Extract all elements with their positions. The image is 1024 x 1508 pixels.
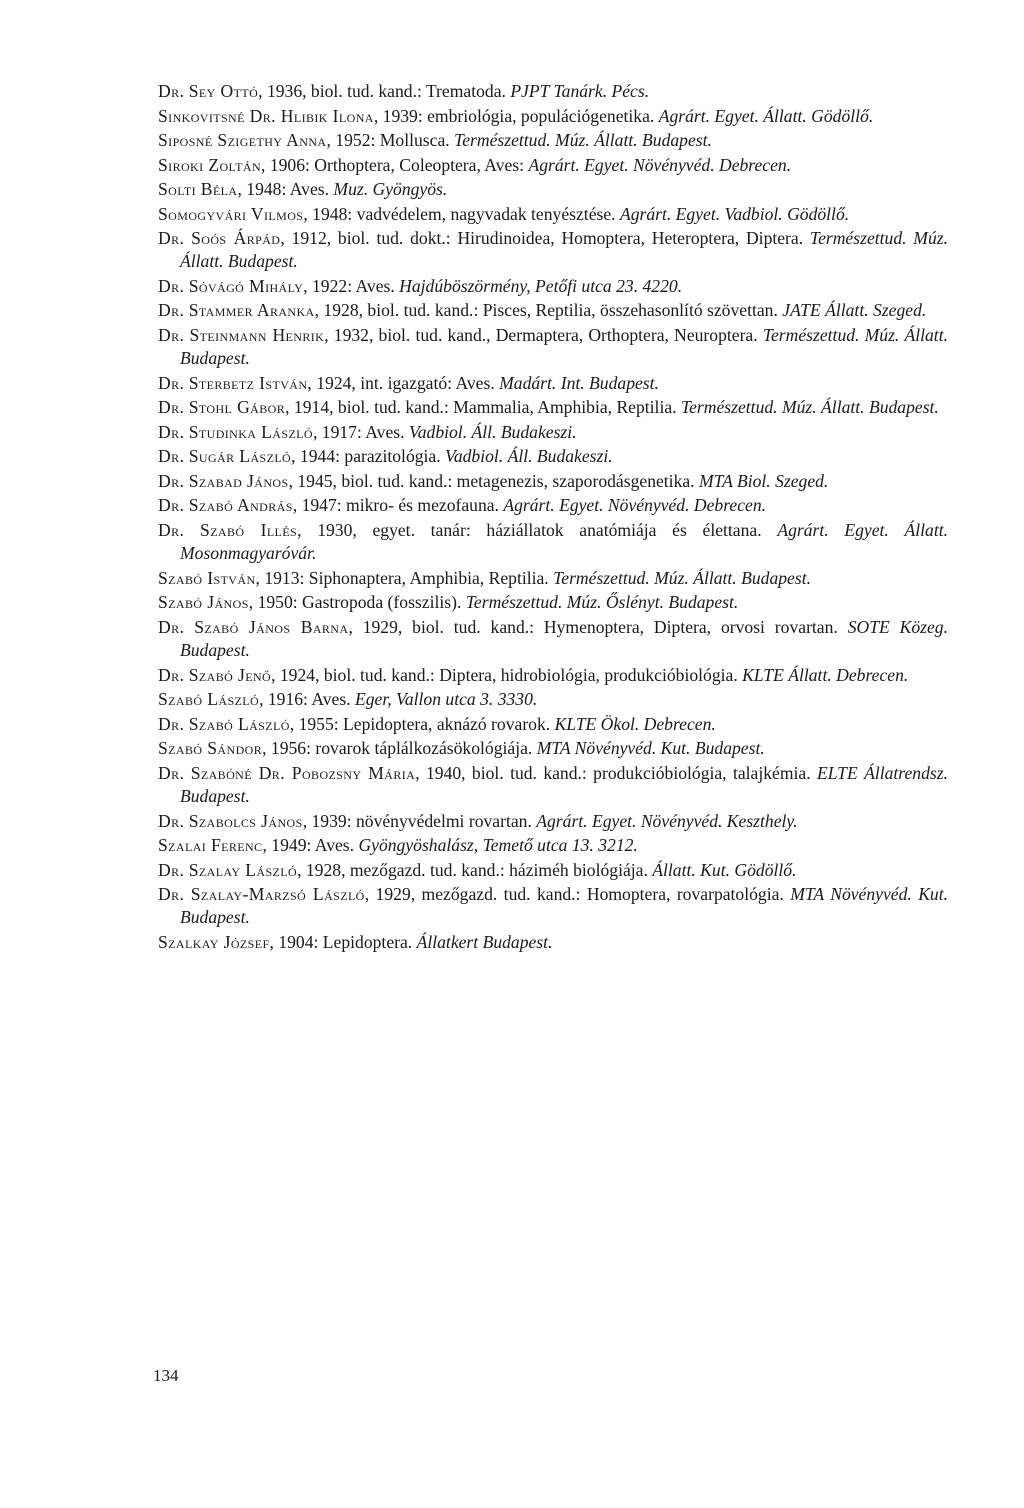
- entry-institution: Gyöngyöshalász, Temető utca 13. 3212.: [358, 835, 638, 856]
- entry-institution: Természettud. Múz. Állatt. Budapest.: [680, 397, 939, 418]
- entry-name: Sugár László: [188, 446, 292, 467]
- directory-entry: [158, 80, 948, 103]
- entry-info: , 1930, egyet. tanár: háziállatok anatómiája és élettana.: [297, 519, 778, 540]
- directory-entry: [158, 859, 948, 882]
- entry-info: , 1906: Orthoptera, Coleoptera, Aves:: [261, 154, 529, 175]
- directory-entry: [158, 567, 948, 590]
- entry-info: , 1948: Aves.: [237, 179, 334, 199]
- entry-institution: Madárt. Int. Budapest.: [499, 372, 659, 393]
- entry-prefix: Dr.: [158, 397, 185, 418]
- entry-info: , 1924, biol. tud. kand.: Diptera, hidrobiológia, produkcióbiológia.: [271, 664, 743, 685]
- entry-prefix: Dr.: [158, 713, 185, 734]
- entry-institution: Vadbiol. Áll. Budakeszi.: [408, 421, 577, 442]
- entry-institution: ELTE Állatrendsz. Budapest.: [180, 762, 948, 807]
- entry-info: , 1950: Gastropoda (fosszilis).: [248, 592, 466, 613]
- entry-name: Siposné Szigethy Anna: [158, 130, 327, 150]
- entry-info: , 1913: Siphonaptera, Amphibia, Reptilia.: [255, 567, 554, 588]
- entry-info: , 1944: parazitológia.: [291, 446, 446, 467]
- entry-name: Szabó László: [188, 713, 290, 734]
- entry-name: Szalai Ferenc: [158, 835, 263, 856]
- entry-name: Szalay László: [188, 859, 298, 880]
- entry-name: Szalkay József: [158, 931, 270, 952]
- entry-prefix: Dr.: [158, 495, 185, 516]
- directory-entry: [158, 591, 948, 614]
- entry-prefix: Dr.: [158, 664, 185, 685]
- entry-institution: Hajdúböszörmény, Petőfi utca 23. 4220.: [399, 275, 683, 296]
- entry-institution: Természettud. Múz. Állatt. Budapest.: [180, 324, 948, 369]
- entry-name: Sterbetz István: [188, 372, 308, 393]
- entry-name: Szabóné Dr. Pobozsny Mária: [190, 762, 416, 783]
- entry-institution: Állatt. Kut. Gödöllő.: [652, 859, 797, 880]
- directory-entry: [158, 931, 948, 954]
- entry-prefix: Dr.: [158, 884, 185, 905]
- directory-entry: [158, 713, 948, 736]
- entry-prefix: Dr.: [158, 228, 185, 248]
- directory-entry: [158, 324, 948, 371]
- directory-entry: [158, 227, 948, 274]
- entry-prefix: Dr.: [158, 324, 185, 345]
- entry-info: , 1945, biol. tud. kand.: metagenezis, szaporodásgenetika.: [288, 470, 699, 491]
- entry-name: Stammer Aranka: [188, 300, 315, 321]
- entry-prefix: Dr.: [158, 81, 185, 101]
- directory-entry: [158, 299, 948, 322]
- directory-entry: [158, 154, 948, 177]
- entry-name: Steinmann Henrik: [189, 324, 325, 345]
- entry-name: Szabó Illés: [200, 519, 298, 540]
- entry-institution: Agrárt. Egyet. Növényvéd. Keszthely.: [536, 810, 798, 831]
- entry-info: , 1955: Lepidoptera, aknázó rovarok.: [289, 713, 555, 734]
- entry-info: , 1948: vadvédelem, nagyvadak tenyésztése.: [303, 203, 620, 224]
- entry-info: , 1939: növényvédelmi rovartan.: [302, 810, 537, 831]
- entry-institution: Természettud. Múz. Állatt. Budapest.: [553, 567, 811, 588]
- entry-name: Szabolcs János: [188, 810, 303, 831]
- entry-info: , 1928, biol. tud. kand.: Pisces, Reptilia, összehasonlító szövettan.: [314, 300, 783, 321]
- entry-info: , 1956: rovarok táplálkozásökológiája.: [262, 738, 537, 759]
- directory-entry: [158, 616, 948, 663]
- directory-entry: [158, 470, 948, 493]
- entry-institution: Agrárt. Egyet. Növényvéd. Debrecen.: [503, 495, 767, 516]
- entry-institution: Természettud. Múz. Állatt. Budapest.: [180, 228, 948, 272]
- directory-entry: [158, 883, 948, 930]
- entry-institution: Agrárt. Egyet. Állatt. Mosonmagyaróvár.: [180, 519, 948, 564]
- page-number: 134: [153, 1366, 179, 1385]
- entry-info: , 1917: Aves.: [312, 421, 409, 442]
- entry-prefix: Dr.: [158, 810, 185, 831]
- entry-name: Szabó Sándor: [158, 738, 263, 759]
- entry-info: , 1939: embriológia, populációgenetika.: [373, 105, 659, 126]
- entry-name: Szabó András: [188, 495, 293, 516]
- entry-institution: Vadbiol. Áll. Budakeszi.: [445, 446, 613, 467]
- entry-prefix: Dr.: [158, 859, 185, 880]
- entry-institution: JATE Állatt. Szeged.: [782, 300, 927, 321]
- entry-info: , 1936, biol. tud. kand.: Trematoda.: [258, 81, 511, 101]
- entry-name: Szabó János: [158, 592, 249, 613]
- entry-prefix: Dr.: [158, 421, 185, 442]
- entry-prefix: Dr.: [158, 616, 185, 637]
- directory-entry: [158, 421, 948, 444]
- entry-info: , 1940, biol. tud. kand.: produkcióbiológia, talajkémia.: [415, 762, 817, 783]
- entry-prefix: Dr.: [158, 470, 185, 491]
- directory-entry: [158, 519, 948, 566]
- entry-institution: Agrárt. Egyet. Növényvéd. Debrecen.: [528, 154, 792, 175]
- directory-entry: [158, 834, 948, 857]
- entry-institution: MTA Növényvéd. Kut. Budapest.: [536, 738, 765, 759]
- entry-prefix: Dr.: [158, 446, 185, 467]
- entry-name: Soós Árpád: [191, 228, 281, 248]
- entry-info: , 1924, int. igazgató: Aves.: [307, 372, 500, 393]
- entry-info: , 1949: Aves.: [262, 835, 359, 856]
- entry-institution: Állatkert Budapest.: [416, 931, 553, 952]
- entry-name: Szabó László: [158, 689, 260, 710]
- entry-institution: PJPT Tanárk. Pécs.: [510, 81, 650, 101]
- entry-institution: Agrárt. Egyet. Állatt. Gödöllő.: [658, 105, 874, 126]
- directory-entry: [158, 178, 948, 201]
- directory-page: [158, 80, 948, 955]
- entry-info: , 1904: Lepidoptera.: [269, 931, 417, 952]
- entry-name: Siroki Zoltán: [158, 154, 262, 175]
- entry-info: , 1929, mezőgazd. tud. kand.: Homoptera, rovarpatológia.: [364, 884, 791, 905]
- entry-name: Solti Béla: [158, 179, 238, 199]
- entry-name: Szabad János: [188, 470, 289, 491]
- directory-entry: [158, 129, 948, 152]
- entry-name: Stohl Gábor: [188, 397, 286, 418]
- directory-entry: [158, 445, 948, 468]
- entry-institution: MTA Biol. Szeged.: [698, 470, 829, 491]
- entry-name: Szabó István: [158, 567, 256, 588]
- entry-institution: Eger, Vallon utca 3. 3330.: [355, 689, 538, 710]
- entry-institution: Természettud. Múz. Őslényt. Budapest.: [465, 592, 739, 613]
- entry-name: Somogyvári Vilmos: [158, 203, 304, 224]
- entry-institution: Agrárt. Egyet. Vadbiol. Gödöllő.: [619, 203, 850, 224]
- directory-entry: [158, 105, 948, 128]
- entry-institution: Muz. Gyöngyös.: [333, 179, 448, 199]
- entry-name: Sóvágó Mihály: [188, 275, 304, 296]
- entry-prefix: Dr.: [158, 275, 185, 296]
- entry-institution: SOTE Közeg. Budapest.: [180, 616, 948, 661]
- entry-prefix: Dr.: [158, 372, 185, 393]
- entry-name: Sinkovitsné Dr. Hlibik Ilona: [158, 105, 374, 126]
- entry-info: , 1952: Mollusca.: [326, 130, 455, 150]
- entry-info: , 1912, biol. tud. dokt.: Hirudinoidea, Homoptera, Heteroptera, Diptera.: [280, 228, 810, 248]
- entry-info: , 1914, biol. tud. kand.: Mammalia, Amphibia, Reptilia.: [285, 397, 681, 418]
- directory-entry: [158, 737, 948, 760]
- entry-info: , 1932, biol. tud. kand., Dermaptera, Orthoptera, Neuroptera.: [324, 324, 763, 345]
- entry-name: Sey Ottó: [188, 81, 259, 101]
- entry-name: Studinka László: [188, 421, 313, 442]
- entry-prefix: Dr.: [158, 519, 185, 540]
- directory-entry: [158, 275, 948, 298]
- directory-entry: [158, 494, 948, 517]
- entry-info: , 1922: Aves.: [303, 275, 400, 296]
- entry-institution: MTA Növényvéd. Kut. Budapest.: [180, 884, 949, 928]
- directory-entry: [158, 203, 948, 226]
- entry-institution: KLTE Ökol. Debrecen.: [554, 713, 716, 734]
- entry-info: , 1916: Aves.: [259, 689, 356, 710]
- entry-institution: Természettud. Múz. Állatt. Budapest.: [454, 130, 712, 150]
- entry-prefix: Dr.: [158, 300, 185, 321]
- entry-name: Szabó János Barna: [194, 616, 349, 637]
- entry-name: Szalay-Marzsó László: [190, 884, 365, 905]
- entry-institution: KLTE Állatt. Debrecen.: [742, 664, 909, 685]
- directory-entry: [158, 664, 948, 687]
- entry-name: Szabó Jenő: [188, 664, 272, 685]
- directory-entry: [158, 688, 948, 711]
- directory-entry: [158, 396, 948, 419]
- entry-info: , 1928, mezőgazd. tud. kand.: háziméh biológiája.: [297, 859, 653, 880]
- directory-entry: [158, 810, 948, 833]
- entry-prefix: Dr.: [158, 762, 185, 783]
- directory-entry: [158, 372, 948, 395]
- entry-info: , 1929, biol. tud. kand.: Hymenoptera, Diptera, orvosi rovartan.: [348, 616, 848, 637]
- directory-entry: [158, 762, 948, 809]
- entry-info: , 1947: mikro- és mezofauna.: [292, 495, 504, 516]
